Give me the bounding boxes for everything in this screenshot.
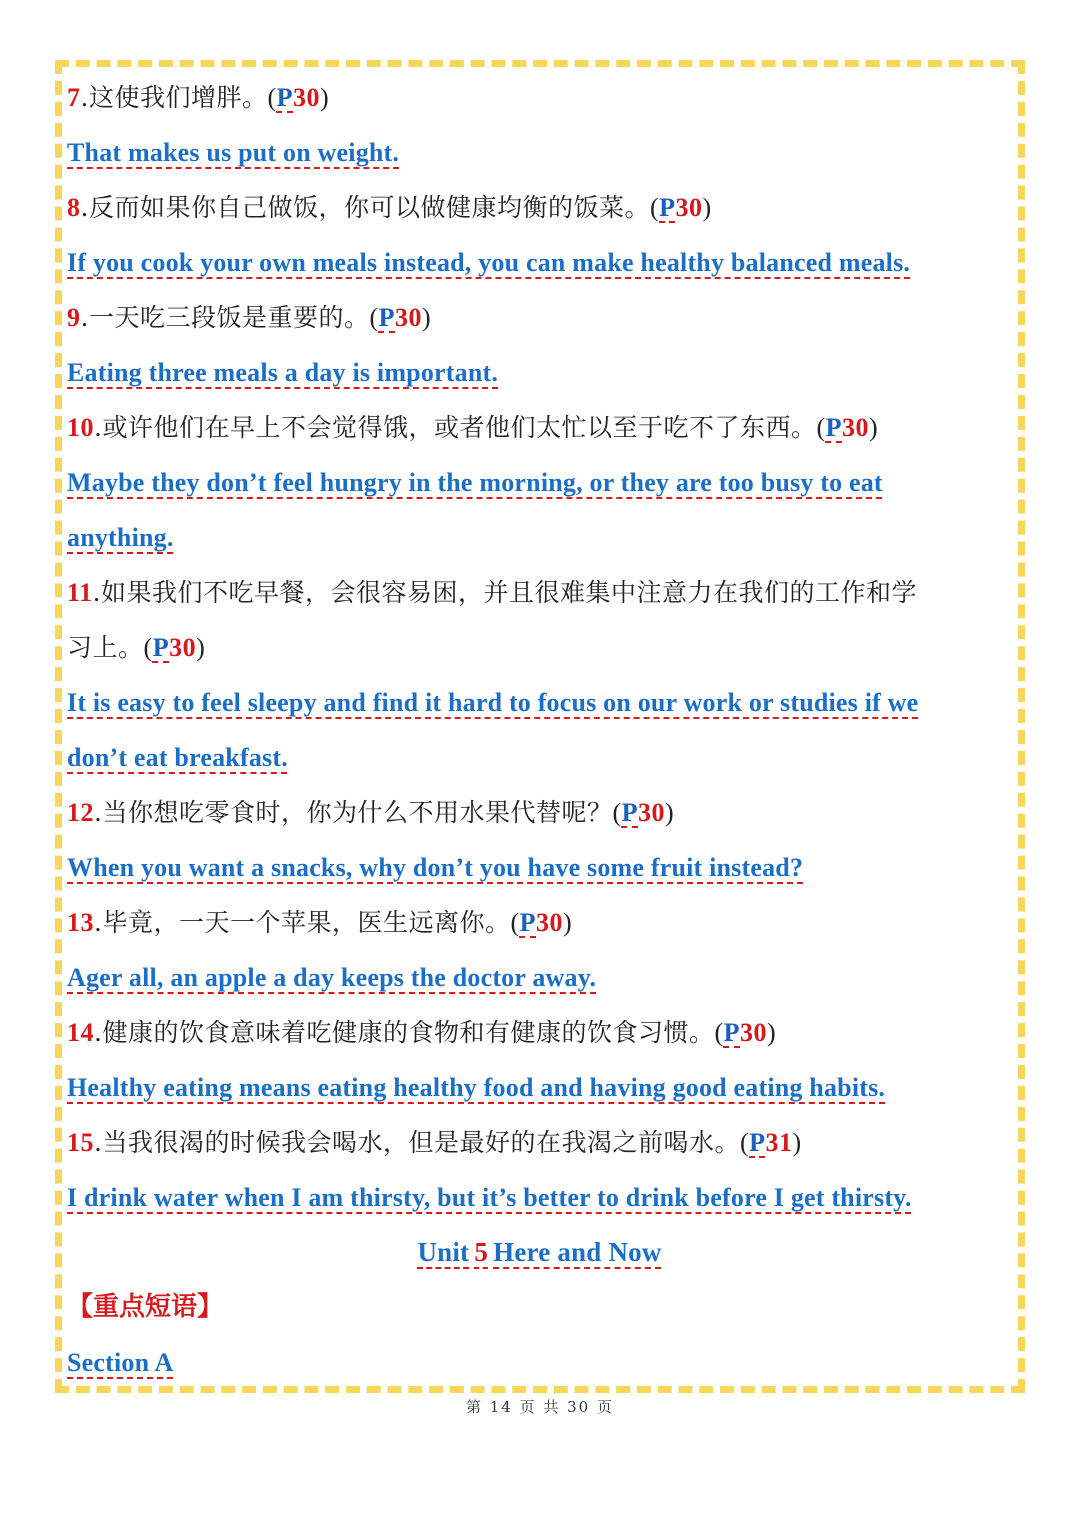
section-label-line bbox=[67, 1335, 1012, 1390]
english-sentence: I drink water when I am thirsty, but it’s better to drink before I get thirsty. bbox=[67, 1183, 912, 1212]
item-11-chinese-line-1 bbox=[67, 565, 1012, 620]
chinese-sentence: .反而如果你自己做饭，你可以做健康均衡的饭菜。 bbox=[80, 193, 650, 222]
english-sentence: anything. bbox=[67, 523, 174, 552]
english-sentence: Healthy eating means eating healthy food and having good eating habits. bbox=[67, 1073, 886, 1102]
english-sentence: Ager all, an apple a day keeps the doctor away. bbox=[67, 963, 597, 992]
item-12-english bbox=[67, 840, 1012, 895]
chinese-sentence: .健康的饮食意味着吃健康的食物和有健康的饮食习惯。 bbox=[94, 1018, 715, 1047]
key-phrases-heading: 【重点短语】 bbox=[67, 1292, 224, 1322]
item-10-english-line-2 bbox=[67, 510, 1012, 565]
item-13-chinese bbox=[67, 895, 1012, 950]
item-10-chinese bbox=[67, 400, 1012, 455]
page-reference: (P30) bbox=[612, 798, 675, 827]
document-content bbox=[67, 70, 1012, 1390]
item-11-english-line-2 bbox=[67, 730, 1012, 785]
item-11-chinese-line-2 bbox=[67, 620, 1012, 675]
chinese-sentence: .或许他们在早上不会觉得饿，或者他们太忙以至于吃不了东西。 bbox=[94, 413, 817, 442]
page-reference: (P30) bbox=[649, 193, 712, 222]
item-13-english bbox=[67, 950, 1012, 1005]
item-9-english bbox=[67, 345, 1012, 400]
item-number: 13 bbox=[67, 908, 94, 937]
item-number: 14 bbox=[67, 1018, 94, 1047]
page-footer: 第 14 页 共 30 页 bbox=[465, 1398, 614, 1416]
chinese-sentence: .这使我们增胖。 bbox=[80, 83, 268, 112]
item-7-english bbox=[67, 125, 1012, 180]
chinese-sentence: .当你想吃零食时，你为什么不用水果代替呢？ bbox=[94, 798, 613, 827]
page-reference: (P30) bbox=[510, 908, 573, 937]
item-number: 12 bbox=[67, 798, 94, 827]
page-reference: (P30) bbox=[714, 1018, 777, 1047]
unit-name: Here and Now bbox=[493, 1237, 662, 1267]
item-8-chinese bbox=[67, 180, 1012, 235]
item-15-english bbox=[67, 1170, 1012, 1225]
item-number: 15 bbox=[67, 1128, 94, 1157]
item-number: 10 bbox=[67, 413, 94, 442]
english-sentence: It is easy to feel sleepy and find it hard to focus on our work or studies if we bbox=[67, 688, 919, 717]
item-12-chinese bbox=[67, 785, 1012, 840]
page-reference: (P30) bbox=[369, 303, 432, 332]
item-9-chinese bbox=[67, 290, 1012, 345]
item-number: 7 bbox=[67, 83, 81, 112]
english-sentence: If you cook your own meals instead, you can make healthy balanced meals. bbox=[67, 248, 911, 277]
item-number: 11 bbox=[67, 578, 93, 607]
item-10-english-line-1 bbox=[67, 455, 1012, 510]
chinese-sentence: .毕竟，一天一个苹果，医生远离你。 bbox=[94, 908, 511, 937]
page-reference: (P31) bbox=[739, 1128, 802, 1157]
english-sentence: When you want a snacks, why don’t you have some fruit instead? bbox=[67, 853, 804, 882]
unit-title bbox=[67, 1225, 1012, 1280]
item-15-chinese bbox=[67, 1115, 1012, 1170]
unit-number: 5 bbox=[474, 1237, 489, 1267]
chinese-sentence: 习上。 bbox=[67, 633, 144, 662]
chinese-sentence: .当我很渴的时候我会喝水，但是最好的在我渴之前喝水。 bbox=[94, 1128, 740, 1157]
section-label: Section A bbox=[67, 1348, 174, 1377]
page-reference: (P30) bbox=[267, 83, 330, 112]
chinese-sentence: .一天吃三段饭是重要的。 bbox=[80, 303, 370, 332]
item-14-chinese bbox=[67, 1005, 1012, 1060]
english-sentence: don’t eat breakfast. bbox=[67, 743, 288, 772]
english-sentence: Maybe they don’t feel hungry in the morning, or they are too busy to eat bbox=[67, 468, 883, 497]
chinese-sentence: .如果我们不吃早餐，会很容易困，并且很难集中注意力在我们的工作和学 bbox=[92, 578, 918, 607]
item-8-english bbox=[67, 235, 1012, 290]
item-14-english bbox=[67, 1060, 1012, 1115]
item-7-chinese bbox=[67, 70, 1012, 125]
item-number: 8 bbox=[67, 193, 81, 222]
item-number: 9 bbox=[67, 303, 81, 332]
page-reference: (P30) bbox=[143, 633, 206, 662]
item-11-english-line-1 bbox=[67, 675, 1012, 730]
english-sentence: Eating three meals a day is important. bbox=[67, 358, 499, 387]
unit-word: Unit bbox=[417, 1237, 470, 1267]
key-phrases-heading-line bbox=[67, 1280, 1012, 1335]
english-sentence: That makes us put on weight. bbox=[67, 138, 400, 167]
page-reference: (P30) bbox=[816, 413, 879, 442]
